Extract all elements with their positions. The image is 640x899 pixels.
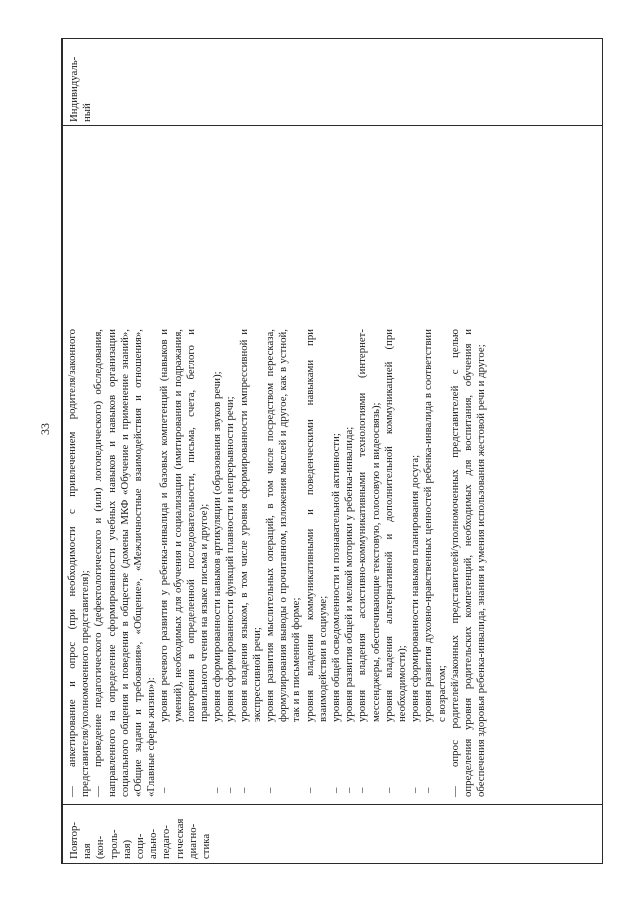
list-item [238, 329, 264, 797]
list-item-text: уровня владения альтернативной и дополнительной коммуникацией (при необходимости); [382, 329, 409, 722]
stage-line: троль- [107, 829, 120, 859]
list-item [356, 329, 382, 797]
list-item [383, 329, 409, 797]
stage-line: педаго- [160, 825, 173, 859]
dash-marker: — [92, 786, 105, 797]
closing-paragraph [449, 329, 489, 797]
list-item-text: уровня владения коммуникативными и поведенческими навыками при взаимодействии в социуме; [303, 329, 329, 722]
stage-line: ная [81, 843, 94, 859]
form-line: ный [81, 103, 94, 122]
dash-marker: — [66, 786, 78, 797]
form-cell [68, 42, 94, 122]
stage-line: соци- [134, 833, 147, 859]
dash-marker: – [330, 787, 343, 793]
column-divider-2 [62, 125, 603, 126]
list-item [409, 329, 422, 797]
stage-line: ально- [147, 829, 160, 859]
list-item-text: уровня сформированности навыков артикуляции (образования звуков речи); [211, 371, 224, 722]
dash-marker: – [211, 787, 224, 793]
list-item [343, 329, 356, 797]
stage-line: стика [200, 833, 213, 859]
list-item [264, 329, 304, 797]
stage-name-cell [68, 811, 213, 859]
list-item-text: уровня речевого развития у ребенка-инвалида и базовых компетенций (навыков и умений), необходимых для обучения и социализации (имитирования и подражания, повторения в определенной последовательности, письма, счета, беглого и правильного чтения на языке письма и другое); [158, 329, 211, 722]
list-item-text: уровня общей осведомленности и познавательной активности; [330, 433, 343, 722]
dash-marker: – [356, 787, 369, 793]
dash-marker: – [264, 787, 277, 793]
list-item-text: уровня сформированности функций плавности и непрерывности речи; [224, 396, 237, 722]
list-item-text: уровня развития духовно-нравственных ценностей ребенка-инвалида в соответствии с возрастом; [422, 329, 448, 722]
content-cell [66, 329, 489, 797]
stage-line: гическая [173, 818, 186, 859]
stage-line: диагно- [186, 823, 199, 859]
stage-line: (кон- [94, 835, 107, 859]
intro-paragraph-1 [66, 329, 92, 797]
list-item [330, 329, 343, 797]
table-sheet [62, 38, 603, 864]
dash-marker: – [343, 787, 356, 793]
list-item-text: уровня владения ассистивно-коммуникативными технологиями (интернет-мессенджеры, обеспечивающие текстовую, голосовую и видеосвязь); [356, 329, 382, 722]
top-border [61, 38, 62, 864]
list-item [211, 329, 224, 797]
list-item-text: уровня владения языком, в том числе уровня сформированности импрессивной и экспрессивной речи; [237, 329, 263, 722]
dash-marker: – [224, 787, 237, 793]
page-number: 33 [38, 423, 52, 435]
intro-text-2: проведение педагогического (дефектологического и (или) логопедического) обследования, направленного на определение сформированности учебных навыков и навыков организации социального общения и поведения в обществе (домены МКФ «Обучение и применение знаний», «Общие задачи и требования», «Общение», «Межличностные взаимодействия и отношения», «Главные сферы жизни»): [92, 329, 158, 797]
list-item-text: уровня развития общей и мелкой моторики у ребенка-инвалида; [343, 426, 356, 722]
dash-marker: – [158, 787, 171, 793]
dash-marker: – [237, 787, 250, 793]
column-divider-1 [62, 804, 603, 805]
list-item [158, 329, 211, 797]
form-line: Индивидуаль- [68, 56, 80, 122]
list-item [422, 329, 448, 797]
intro-text-1: анкетирование и опрос (при необходимости с привлечением родителя/законного представителя/уполномоченного представителя); [66, 329, 92, 797]
list-item-text: уровня сформированности навыков планирования досуга; [409, 454, 422, 722]
rotated-page [62, 38, 603, 864]
list-item [304, 329, 330, 797]
closing-text: опрос родителей/законных представителей/уполномоченных представителей с целью определения уровня родительских компетенций, необходимых для воспитания, обучения и обеспечения здоровья ребенка-инвалида, знания и умения использования жестовой речи и другое; [448, 329, 488, 797]
dash-marker: – [382, 787, 395, 793]
list-item [224, 329, 237, 797]
stage-line: ная) [120, 839, 133, 859]
dash-marker: – [303, 787, 316, 793]
stage-line: Повтор- [68, 822, 80, 859]
intro-paragraph-2 [92, 329, 158, 797]
dash-marker: – [422, 787, 435, 793]
list-item-text: уровня развития мыслительных операций, в том числе посредством пересказа, формулирования выводы о прочитанном, изложения мыслей и другое, как в устной, так и в письменной форме; [264, 329, 303, 722]
dash-marker: — [448, 786, 461, 797]
dash-marker: – [409, 787, 422, 793]
